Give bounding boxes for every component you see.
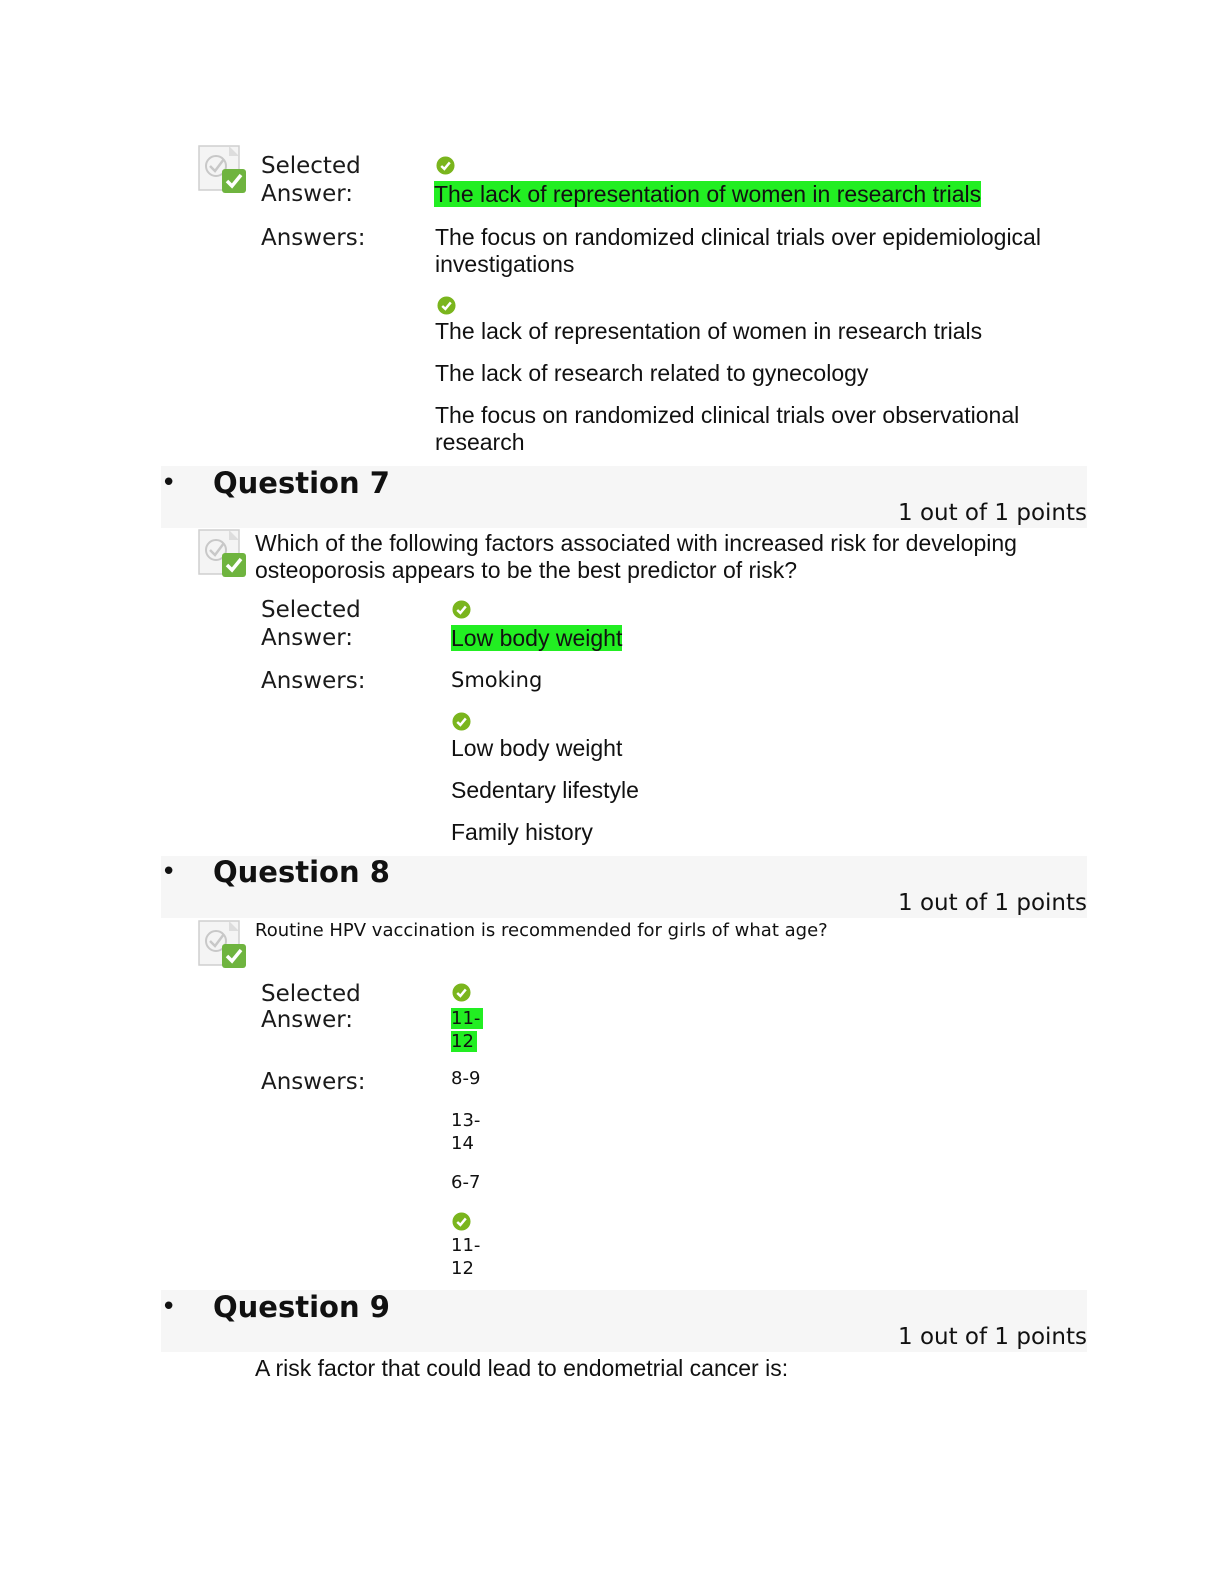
answer-option: 8-9 xyxy=(451,1068,481,1089)
correct-status-icon xyxy=(198,529,248,579)
correct-status-icon xyxy=(198,920,248,970)
question-points: 1 out of 1 points xyxy=(898,1324,1087,1350)
question-text: Which of the following factors associated with increased risk for developing osteoporosis appears to be the best predictor of risk? xyxy=(255,530,1017,583)
question-title: Question 9 xyxy=(213,1290,390,1324)
selected-answer-value: The lack of representation of women in research trials xyxy=(434,181,982,207)
correct-status-icon xyxy=(198,145,248,195)
answer-option: Smoking xyxy=(451,668,543,692)
green-check-icon xyxy=(452,1212,471,1231)
answer-option: 6-7 xyxy=(451,1172,481,1193)
green-check-icon xyxy=(436,156,455,175)
answer-option: The focus on randomized clinical trials over observational research xyxy=(435,402,1020,455)
green-check-icon xyxy=(452,712,471,731)
selected-answer-label: Selected Answer: xyxy=(261,153,361,207)
selected-answer-label: Selected Answer: xyxy=(261,597,361,651)
bullet: • xyxy=(161,1292,177,1322)
question-text: Routine HPV vaccination is recommended for girls of what age? xyxy=(255,920,828,941)
green-check-icon xyxy=(452,983,471,1002)
answer-option-correct: 11- 12 xyxy=(451,1235,481,1279)
answers-label: Answers: xyxy=(261,668,366,694)
answer-option: 13- 14 xyxy=(451,1110,481,1154)
answers-label: Answers: xyxy=(261,1069,366,1095)
answer-option-correct: Low body weight xyxy=(451,735,623,761)
question-title: Question 7 xyxy=(213,466,390,500)
question-title: Question 8 xyxy=(213,855,390,889)
question-text: A risk factor that could lead to endometrial cancer is: xyxy=(255,1355,789,1381)
answer-option: Family history xyxy=(451,819,593,845)
answer-option: The focus on randomized clinical trials over epidemiological investigations xyxy=(435,224,1041,277)
answers-label: Answers: xyxy=(261,225,366,251)
selected-answer-label: Selected Answer: xyxy=(261,981,361,1033)
answer-option: Sedentary lifestyle xyxy=(451,777,639,803)
bullet: • xyxy=(161,857,177,887)
bullet: • xyxy=(161,468,177,498)
selected-answer-value: 11- 12 xyxy=(451,1007,483,1053)
green-check-icon xyxy=(452,600,471,619)
answer-option-correct: The lack of representation of women in research trials xyxy=(435,318,983,344)
answer-option: The lack of research related to gynecology xyxy=(435,360,869,386)
selected-answer-value: Low body weight xyxy=(451,625,623,651)
question-points: 1 out of 1 points xyxy=(898,500,1087,526)
green-check-icon xyxy=(437,296,456,315)
question-points: 1 out of 1 points xyxy=(898,890,1087,916)
